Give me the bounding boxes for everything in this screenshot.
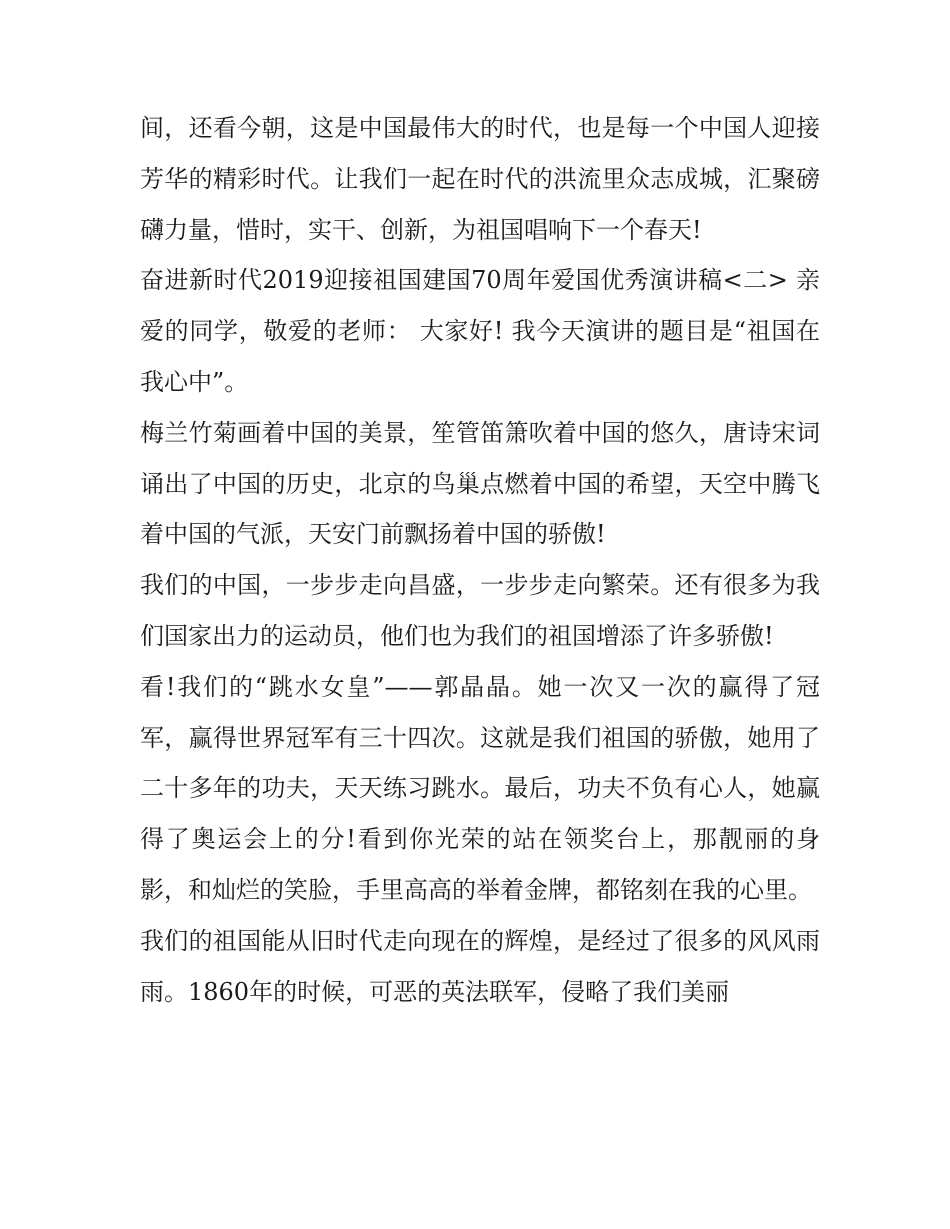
paragraph-5: 看!我们的“跳水女皇”——郭晶晶。她一次又一次的赢得了冠军，赢得世界冠军有三十四次。这就是我们祖国的骄傲，她用了二十多年的功夫，天天练习跳水。最后，功夫不负有心人，她赢得了奥运会上的分!看到你光荣的站在领奖台上，那靓丽的身影，和灿烂的笑脸，手里高高的举着金牌，都铭刻在我的心里。 bbox=[140, 672, 820, 904]
paragraph-3: 梅兰竹菊画着中国的美景，笙管笛箫吹着中国的悠久，唐诗宋词诵出了中国的历史，北京的鸟巢点燃着中国的希望，天空中腾飞着中国的气派，天安门前飘扬着中国的骄傲! bbox=[140, 418, 820, 549]
paragraph-4: 我们的中国，一步步走向昌盛，一步步走向繁荣。还有很多为我们国家出力的运动员，他们也为我们的祖国增添了许多骄傲! bbox=[140, 571, 820, 650]
document-body bbox=[140, 103, 820, 1017]
paragraph-1: 间，还看今朝，这是中国最伟大的时代，也是每一个中国人迎接芳华的精彩时代。让我们一起在时代的洪流里众志成城，汇聚磅礴力量，惜时，实干、创新，为祖国唱响下一个春天! bbox=[140, 114, 820, 244]
paragraph-2: 奋进新时代2019迎接祖国建国70周年爱国优秀演讲稿<二> 亲爱的同学，敬爱的老师： 大家好! 我今天演讲的题目是“祖国在我心中”。 bbox=[140, 266, 820, 396]
paragraph-6: 我们的祖国能从旧时代走向现在的辉煌，是经过了很多的风风雨雨。1860年的时候，可恶的英法联军，侵略了我们美丽 bbox=[140, 926, 820, 1006]
